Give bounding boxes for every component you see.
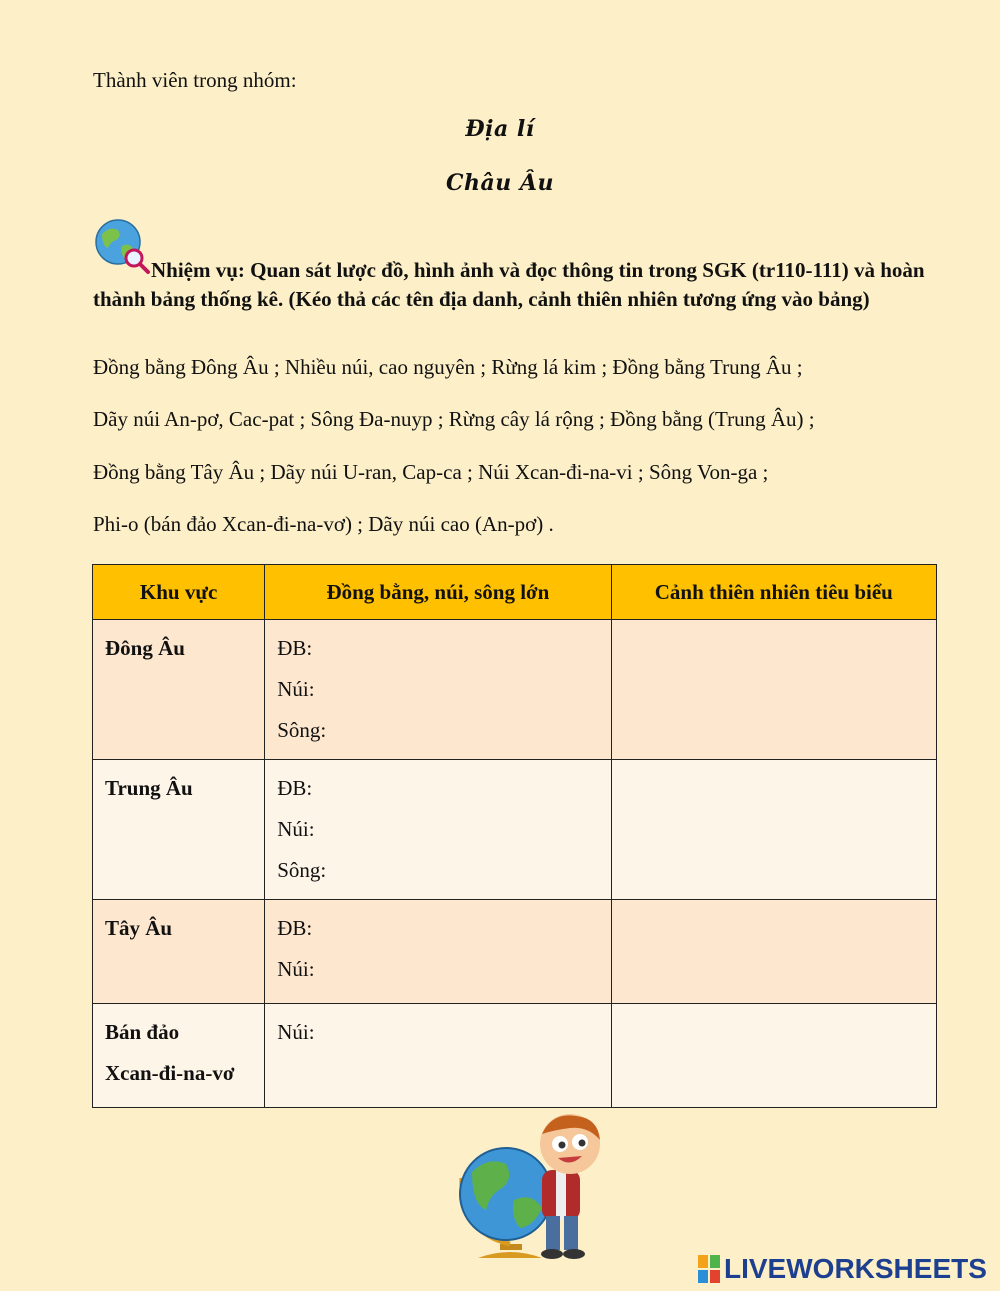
word-bank-line-1: Đồng bằng Đông Âu ; Nhiều núi, cao nguyên ; Rừng lá kim ; Đồng bằng Trung Âu ; bbox=[93, 355, 803, 379]
brand-name: LIVEWORKSHEETS bbox=[724, 1253, 987, 1284]
item-label: Sông: bbox=[277, 718, 327, 742]
brand-logo bbox=[698, 1252, 987, 1286]
item-label: ĐB: bbox=[277, 916, 313, 940]
scenery-drop-cell[interactable] bbox=[611, 760, 936, 900]
region-cell: Tây Âu bbox=[93, 900, 265, 1004]
region-cell: Trung Âu bbox=[93, 760, 265, 900]
word-bank-line-4: Phi-o (bán đảo Xcan-đi-na-vơ) ; Dãy núi cao (An-pơ) . bbox=[93, 512, 554, 536]
topic-title: Châu Âu bbox=[446, 170, 554, 196]
header-scenery: Cảnh thiên nhiên tiêu biểu bbox=[611, 565, 936, 620]
table-header-row bbox=[93, 565, 937, 620]
table-row bbox=[93, 900, 937, 1004]
item-label: Núi: bbox=[277, 1020, 315, 1044]
item-label: ĐB: bbox=[277, 776, 313, 800]
region-line-1: Bán đảo bbox=[105, 1020, 180, 1044]
landforms-drop-cell[interactable] bbox=[265, 760, 611, 900]
members-label: Thành viên trong nhóm: bbox=[93, 68, 297, 92]
subject-title: Địa lí bbox=[465, 116, 535, 142]
landforms-drop-cell[interactable] bbox=[265, 1004, 611, 1108]
region-line-2: Xcan-đi-na-vơ bbox=[105, 1061, 235, 1085]
landforms-drop-cell[interactable] bbox=[265, 620, 611, 760]
table-row bbox=[93, 620, 937, 760]
liveworksheets-mark bbox=[698, 1255, 720, 1283]
item-label: Núi: bbox=[277, 957, 315, 981]
item-label: Núi: bbox=[277, 817, 315, 841]
header-region: Khu vực bbox=[93, 565, 265, 620]
table-row bbox=[93, 760, 937, 900]
table-row bbox=[93, 1004, 937, 1108]
scenery-drop-cell[interactable] bbox=[611, 1004, 936, 1108]
boy-with-globe-illustration bbox=[448, 1112, 618, 1262]
item-label: Sông: bbox=[277, 858, 327, 882]
word-bank-line-3: Đồng bằng Tây Âu ; Dãy núi U-ran, Cap-ca ; Núi Xcan-đi-na-vi ; Sông Von-ga ; bbox=[93, 460, 769, 484]
scenery-drop-cell[interactable] bbox=[611, 900, 936, 1004]
header-landforms: Đồng bằng, núi, sông lớn bbox=[265, 565, 611, 620]
region-cell: Đông Âu bbox=[93, 620, 265, 760]
word-bank-line-2: Dãy núi An-pơ, Cac-pat ; Sông Đa-nuyp ; Rừng cây lá rộng ; Đồng bằng (Trung Âu) ; bbox=[93, 407, 815, 431]
statistics-table bbox=[92, 564, 937, 1108]
landforms-drop-cell[interactable] bbox=[265, 900, 611, 1004]
scenery-drop-cell[interactable] bbox=[611, 620, 936, 760]
region-cell bbox=[93, 1004, 265, 1108]
item-label: ĐB: bbox=[277, 636, 313, 660]
item-label: Núi: bbox=[277, 677, 315, 701]
task-instructions: Nhiệm vụ: Quan sát lược đồ, hình ảnh và đọc thông tin trong SGK (tr110-111) và hoàn thành bảng thống kê. (Kéo thả các tên địa danh, cảnh thiên nhiên tương ứng vào bảng) bbox=[93, 258, 925, 311]
